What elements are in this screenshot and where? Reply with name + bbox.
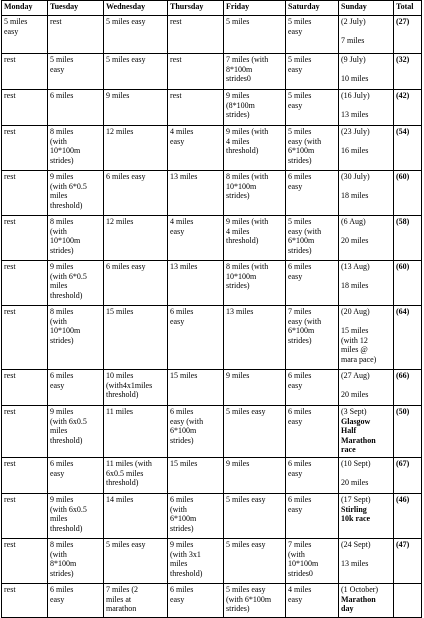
week-row <box>2 126 422 171</box>
sunday-date: (17 Sept) <box>341 495 371 504</box>
saturday-cell: 6 miles easy <box>286 370 339 406</box>
sunday-cell: (13 Aug) 18 miles <box>339 261 394 306</box>
monday-cell: rest <box>2 406 48 458</box>
sunday-cell: (30 July) 18 miles <box>339 171 394 216</box>
race-label: Glasgow Half Marathon race <box>341 416 376 454</box>
sunday-cell: (27 Aug) 20 miles <box>339 370 394 406</box>
saturday-cell: 5 miles easy <box>286 16 339 54</box>
wednesday-cell: 9 miles <box>104 90 168 126</box>
tuesday-cell: 6 miles easy <box>48 370 104 406</box>
total-cell <box>394 584 422 618</box>
friday-cell: 5 miles easy <box>224 539 286 584</box>
wednesday-cell: 12 miles <box>104 216 168 261</box>
tuesday-cell: 5 miles easy <box>48 54 104 90</box>
total-cell: (46) <box>394 494 422 539</box>
sunday-date: (1 October) <box>341 585 379 594</box>
monday-cell: rest <box>2 126 48 171</box>
race-label: Marathon day <box>341 594 376 613</box>
wednesday-cell: 11 miles <box>104 406 168 458</box>
week-row <box>2 458 422 494</box>
sunday-cell: (9 July) 10 miles <box>339 54 394 90</box>
tuesday-cell: 9 miles (with 6x0.5 miles threshold) <box>48 406 104 458</box>
week-row <box>2 539 422 584</box>
thursday-cell: 6 miles easy <box>168 306 224 370</box>
saturday-cell: 6 miles easy <box>286 494 339 539</box>
total-cell: (50) <box>394 406 422 458</box>
sunday-cell <box>339 406 394 458</box>
saturday-cell: 7 miles easy (with 6*100m strides) <box>286 306 339 370</box>
tuesday-cell: 8 miles (with 8*100m strides) <box>48 539 104 584</box>
week-row <box>2 494 422 539</box>
sunday-cell: (10 Sept) 20 miles <box>339 458 394 494</box>
thursday-cell: 13 miles <box>168 261 224 306</box>
wednesday-cell: 7 miles (2 miles at marathon <box>104 584 168 618</box>
monday-cell: rest <box>2 261 48 306</box>
friday-cell: 5 miles <box>224 16 286 54</box>
wednesday-cell: 6 miles easy <box>104 171 168 216</box>
wednesday-cell: 5 miles easy <box>104 539 168 584</box>
friday-cell: 8 miles (with 10*100m strides) <box>224 171 286 216</box>
column-header-tuesday: Tuesday <box>48 1 104 16</box>
week-row <box>2 54 422 90</box>
column-header-wednesday: Wednesday <box>104 1 168 16</box>
monday-cell: rest <box>2 171 48 216</box>
week-row <box>2 216 422 261</box>
total-cell: (47) <box>394 539 422 584</box>
week-row <box>2 16 422 54</box>
total-cell: (27) <box>394 16 422 54</box>
monday-cell: rest <box>2 306 48 370</box>
friday-cell: 9 miles (8*100m strides) <box>224 90 286 126</box>
saturday-cell: 6 miles easy <box>286 171 339 216</box>
monday-cell: rest <box>2 370 48 406</box>
saturday-cell: 6 miles easy <box>286 261 339 306</box>
sunday-cell: (20 Aug) 15 miles (with 12 miles @ mara pace) <box>339 306 394 370</box>
thursday-cell: 6 miles easy <box>168 584 224 618</box>
wednesday-cell: 5 miles easy <box>104 54 168 90</box>
column-header-sunday: Sunday <box>339 1 394 16</box>
sunday-cell: (23 July) 16 miles <box>339 126 394 171</box>
week-row <box>2 90 422 126</box>
total-cell: (54) <box>394 126 422 171</box>
sunday-cell: (6 Aug) 20 miles <box>339 216 394 261</box>
monday-cell: rest <box>2 54 48 90</box>
friday-cell: 13 miles <box>224 306 286 370</box>
monday-cell: rest <box>2 494 48 539</box>
saturday-cell: 5 miles easy (with 6*100m strides) <box>286 126 339 171</box>
tuesday-cell: 6 miles easy <box>48 458 104 494</box>
saturday-cell: 5 miles easy <box>286 90 339 126</box>
thursday-cell: rest <box>168 90 224 126</box>
week-row <box>2 306 422 370</box>
total-cell: (60) <box>394 171 422 216</box>
total-cell: (60) <box>394 261 422 306</box>
saturday-cell: 5 miles easy (with 6*100m strides) <box>286 216 339 261</box>
friday-cell: 5 miles easy <box>224 406 286 458</box>
monday-cell: rest <box>2 584 48 618</box>
race-label: Stirling 10k race <box>341 504 371 523</box>
saturday-cell: 6 miles easy <box>286 458 339 494</box>
column-header-thursday: Thursday <box>168 1 224 16</box>
column-header-saturday: Saturday <box>286 1 339 16</box>
week-row <box>2 261 422 306</box>
sunday-cell <box>339 494 394 539</box>
week-row <box>2 584 422 618</box>
wednesday-cell: 5 miles easy <box>104 16 168 54</box>
column-header-total: Total <box>394 1 422 16</box>
wednesday-cell: 14 miles <box>104 494 168 539</box>
week-row <box>2 370 422 406</box>
friday-cell: 9 miles (with 4 miles threshold) <box>224 216 286 261</box>
friday-cell: 7 miles (with 8*100m strides0 <box>224 54 286 90</box>
thursday-cell: 15 miles <box>168 370 224 406</box>
friday-cell: 9 miles <box>224 370 286 406</box>
thursday-cell: rest <box>168 16 224 54</box>
sunday-cell <box>339 584 394 618</box>
total-cell: (64) <box>394 306 422 370</box>
sunday-cell: (2 July) 7 miles <box>339 16 394 54</box>
tuesday-cell: 8 miles (with 10*100m strides) <box>48 126 104 171</box>
friday-cell: 8 miles (with 10*100m strides) <box>224 261 286 306</box>
tuesday-cell: 8 miles (with 10*100m strides) <box>48 306 104 370</box>
tuesday-cell: 9 miles (with 6x0.5 miles threshold) <box>48 494 104 539</box>
saturday-cell: 4 miles easy <box>286 584 339 618</box>
friday-cell: 9 miles (with 4 miles threshold) <box>224 126 286 171</box>
friday-cell: 9 miles <box>224 458 286 494</box>
total-cell: (58) <box>394 216 422 261</box>
wednesday-cell: 10 miles (with4x1miles threshold) <box>104 370 168 406</box>
wednesday-cell: 12 miles <box>104 126 168 171</box>
tuesday-cell: 6 miles easy <box>48 584 104 618</box>
saturday-cell: 5 miles easy <box>286 54 339 90</box>
tuesday-cell: 9 miles (with 6*0.5 miles threshold) <box>48 171 104 216</box>
thursday-cell: 9 miles (with 3x1 miles threshold) <box>168 539 224 584</box>
column-header-monday: Monday <box>2 1 48 16</box>
monday-cell: 5 miles easy <box>2 16 48 54</box>
thursday-cell: 6 miles easy (with 6*100m strides) <box>168 406 224 458</box>
thursday-cell: 4 miles easy <box>168 126 224 171</box>
monday-cell: rest <box>2 90 48 126</box>
thursday-cell: 6 miles (with 6*100m strides) <box>168 494 224 539</box>
monday-cell: rest <box>2 539 48 584</box>
thursday-cell: 4 miles easy <box>168 216 224 261</box>
total-cell: (67) <box>394 458 422 494</box>
friday-cell: 5 miles easy (with 6*100m strides) <box>224 584 286 618</box>
total-cell: (66) <box>394 370 422 406</box>
tuesday-cell: 8 miles (with 10*100m strides) <box>48 216 104 261</box>
monday-cell: rest <box>2 216 48 261</box>
sunday-cell: (16 July) 13 miles <box>339 90 394 126</box>
week-row <box>2 171 422 216</box>
thursday-cell: 13 miles <box>168 171 224 216</box>
saturday-cell: 7 miles (with 10*100m strides0 <box>286 539 339 584</box>
monday-cell: rest <box>2 458 48 494</box>
training-plan-table <box>1 0 422 618</box>
wednesday-cell: 6 miles easy <box>104 261 168 306</box>
column-header-friday: Friday <box>224 1 286 16</box>
tuesday-cell: 9 miles (with 6*0.5 miles threshold) <box>48 261 104 306</box>
friday-cell: 5 miles easy <box>224 494 286 539</box>
tuesday-cell: 6 miles <box>48 90 104 126</box>
wednesday-cell: 11 miles (with 6x0.5 miles threshold) <box>104 458 168 494</box>
tuesday-cell: rest <box>48 16 104 54</box>
wednesday-cell: 15 miles <box>104 306 168 370</box>
thursday-cell: rest <box>168 54 224 90</box>
sunday-date: (3 Sept) <box>341 407 367 416</box>
header-row <box>2 1 422 16</box>
total-cell: (42) <box>394 90 422 126</box>
total-cell: (32) <box>394 54 422 90</box>
thursday-cell: 15 miles <box>168 458 224 494</box>
saturday-cell: 6 miles easy <box>286 406 339 458</box>
week-row <box>2 406 422 458</box>
sunday-cell: (24 Sept) 13 miles <box>339 539 394 584</box>
